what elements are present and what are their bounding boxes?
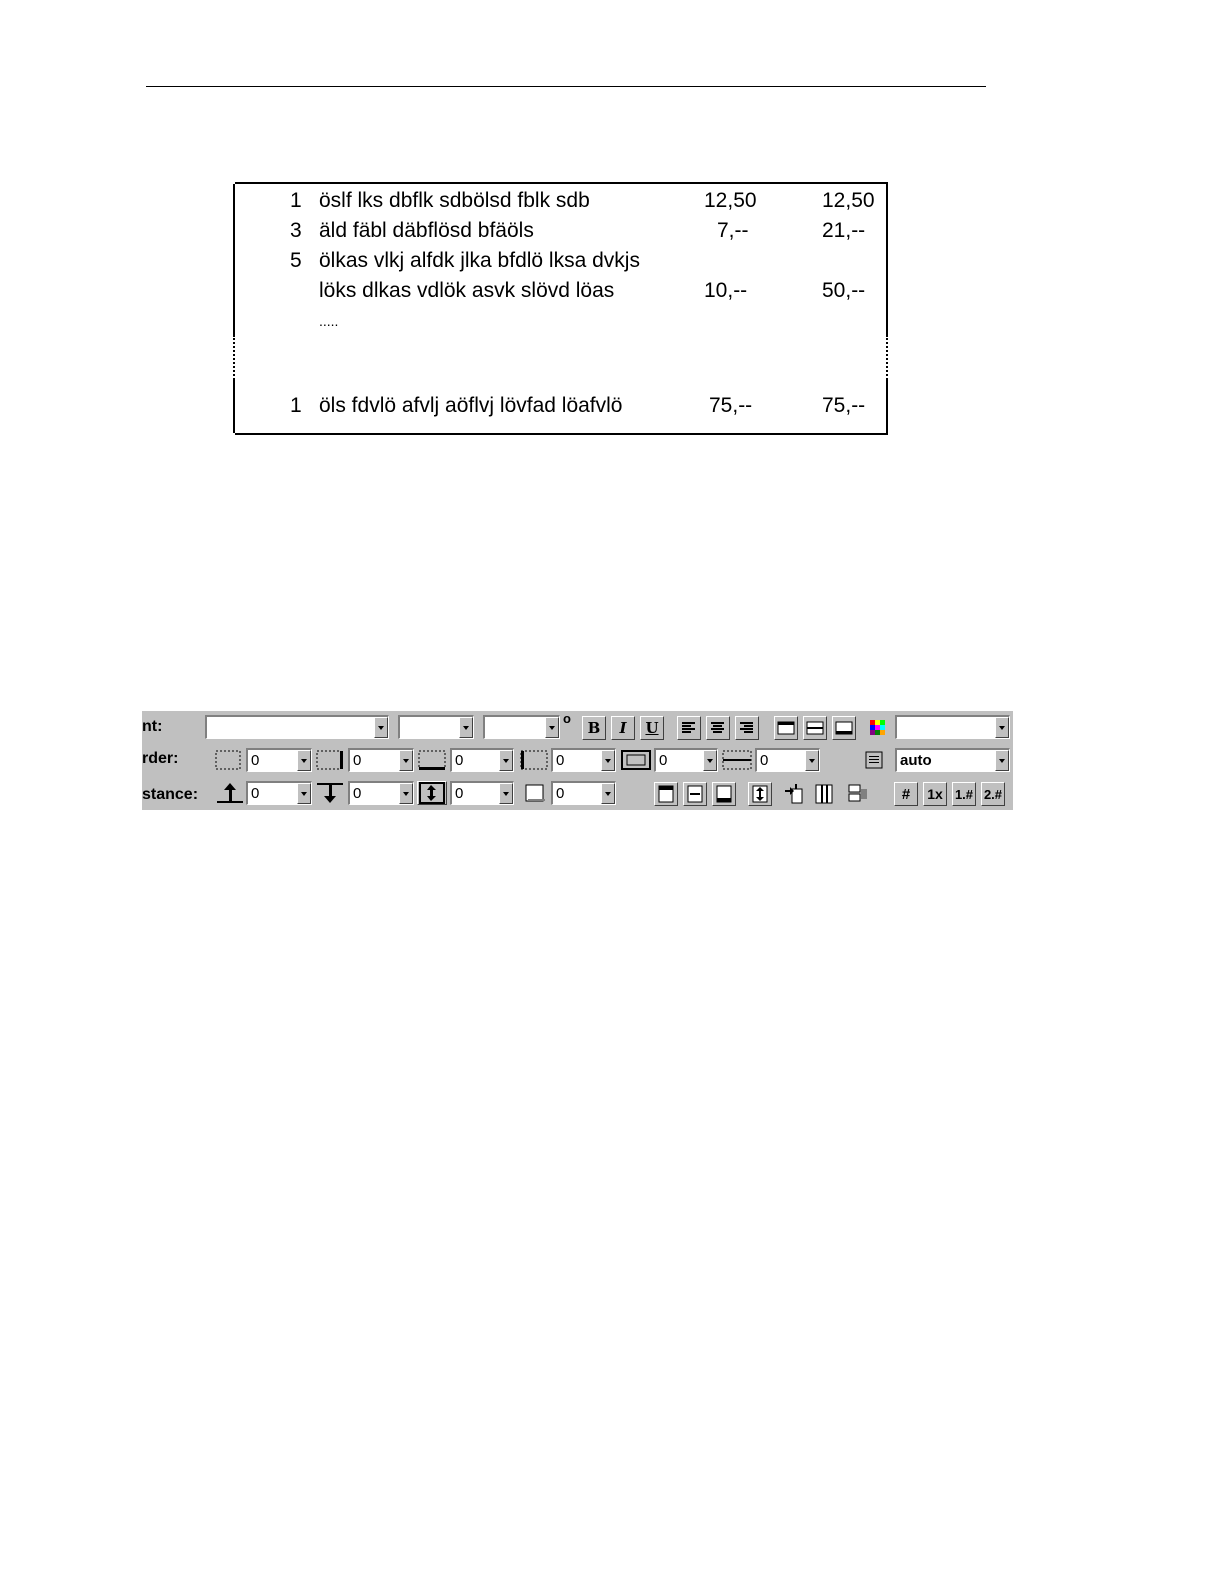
repeat-once-button[interactable]: 1x (923, 782, 947, 806)
row-price: 75,-- (709, 394, 753, 417)
distance-all-combo[interactable]: 0 (551, 781, 616, 805)
insert-column-icon[interactable] (782, 782, 806, 806)
border-right-combo[interactable]: 0 (348, 748, 414, 772)
underline-button[interactable]: U (640, 716, 664, 740)
border-all-combo[interactable]: 0 (654, 748, 718, 772)
border-top-combo[interactable]: 0 (551, 748, 616, 772)
border-left-icon[interactable] (213, 748, 243, 772)
cell-height-combo[interactable]: auto (895, 748, 1010, 772)
border-bottom-combo[interactable]: 0 (450, 748, 514, 772)
row-description: öslf lks dbflk sdbölsd fblk sdb (319, 189, 590, 212)
table-right-break (886, 335, 888, 380)
degree-symbol: o (563, 711, 571, 726)
valign-middle-icon[interactable] (803, 716, 827, 740)
color-combo[interactable] (895, 715, 1010, 739)
dropdown-arrow-icon[interactable] (459, 717, 473, 738)
row-qty: 5 (290, 249, 302, 272)
bold-button[interactable]: B (582, 716, 606, 740)
table-right-border (886, 184, 888, 335)
align-right-icon[interactable] (735, 716, 759, 740)
distance-bottom-icon[interactable] (314, 781, 346, 805)
distance-box-icon[interactable] (520, 781, 550, 805)
row-description: öls fdvlö afvlj aöflvj lövfad löafvlö (319, 394, 623, 417)
distance-vertical-icon[interactable] (417, 781, 447, 805)
dropdown-arrow-icon[interactable] (297, 783, 311, 804)
row-price: 10,-- (704, 279, 748, 302)
color-palette-icon[interactable] (866, 716, 890, 740)
number-format-button[interactable]: # (894, 782, 918, 806)
align-center-icon[interactable] (706, 716, 730, 740)
font-size-combo[interactable] (398, 715, 474, 739)
align-left-icon[interactable] (677, 716, 701, 740)
distance-vertical-combo[interactable]: 0 (450, 781, 514, 805)
border-bottom-icon[interactable] (416, 748, 448, 772)
cell-height-icon[interactable] (862, 748, 886, 772)
row-total: 75,-- (822, 394, 866, 417)
table-left-border-bottom (233, 380, 235, 433)
dropdown-arrow-icon[interactable] (995, 717, 1009, 738)
row-price: 7,-- (717, 219, 749, 242)
column-width-icon[interactable] (812, 782, 836, 806)
row-total: 12,50 (822, 189, 875, 212)
dropdown-arrow-icon[interactable] (399, 750, 413, 771)
table-left-border (233, 184, 235, 335)
dropdown-arrow-icon[interactable] (374, 717, 388, 738)
table-left-break (233, 335, 235, 380)
border-inner-combo[interactable]: 0 (755, 748, 820, 772)
row-total: 21,-- (822, 219, 866, 242)
row-qty: 3 (290, 219, 302, 242)
dropdown-arrow-icon[interactable] (499, 750, 513, 771)
dropdown-arrow-icon[interactable] (545, 717, 559, 738)
dropdown-arrow-icon[interactable] (297, 750, 311, 771)
row-top-icon[interactable] (654, 782, 678, 806)
distance-bottom-combo[interactable]: 0 (348, 781, 414, 805)
row-price: 12,50 (704, 189, 757, 212)
dropdown-arrow-icon[interactable] (601, 750, 615, 771)
row-qty: 1 (290, 394, 302, 417)
border-inner-horizontal-icon[interactable] (720, 748, 754, 772)
distance-top-combo[interactable]: 0 (246, 781, 312, 805)
dropdown-arrow-icon[interactable] (995, 750, 1009, 771)
row-middle-icon[interactable] (683, 782, 707, 806)
row-description: äld fäbl däbflösd bfäöls (319, 219, 534, 242)
border-top-left-icon[interactable] (518, 748, 550, 772)
table-right-border-bottom (886, 380, 888, 433)
row-total: 50,-- (822, 279, 866, 302)
row-resize-icon[interactable] (748, 782, 772, 806)
border-all-icon[interactable] (619, 748, 653, 772)
border-label: rder: (142, 750, 179, 767)
font-label: nt: (142, 718, 163, 735)
distance-label: stance: (142, 786, 199, 803)
split-cells-icon[interactable] (846, 782, 870, 806)
format-toolbar (142, 711, 1013, 810)
distance-top-icon[interactable] (214, 781, 246, 805)
font-name-combo[interactable] (205, 715, 389, 739)
dropdown-arrow-icon[interactable] (399, 783, 413, 804)
valign-top-icon[interactable] (774, 716, 798, 740)
numbering-second-button[interactable]: 2.# (981, 782, 1005, 806)
dropdown-arrow-icon[interactable] (499, 783, 513, 804)
row-qty: 1 (290, 189, 302, 212)
valign-bottom-icon[interactable] (832, 716, 856, 740)
row-ellipsis: ..... (319, 313, 339, 329)
header-rule (146, 86, 986, 87)
dropdown-arrow-icon[interactable] (805, 750, 819, 771)
italic-button[interactable]: I (611, 716, 635, 740)
font-rotation-combo[interactable] (483, 715, 560, 739)
border-left-combo[interactable]: 0 (246, 748, 312, 772)
row-description: ölkas vlkj alfdk jlka bfdlö lksa dvkjs (319, 249, 640, 272)
dropdown-arrow-icon[interactable] (703, 750, 717, 771)
row-bottom-icon[interactable] (712, 782, 736, 806)
numbering-first-button[interactable]: 1.# (952, 782, 976, 806)
dropdown-arrow-icon[interactable] (601, 783, 615, 804)
border-right-icon[interactable] (314, 748, 346, 772)
row-description: löks dlkas vdlök asvk slövd löas (319, 279, 615, 302)
